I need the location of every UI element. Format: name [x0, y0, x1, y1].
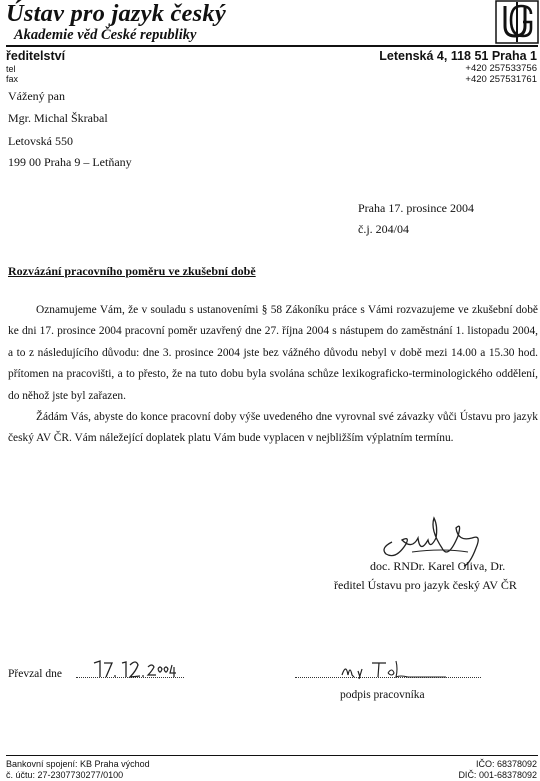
academy-name: Akademie věd České republiky [14, 27, 197, 43]
letter-body [8, 300, 538, 450]
institution-address: Letenská 4, 118 51 Praha 1 [379, 49, 537, 63]
subject-line: Rozvázání pracovního poměru ve zkušební době [8, 264, 256, 278]
fax-label: fax [6, 74, 19, 84]
employee-signature [338, 655, 448, 681]
footer-divider [6, 755, 538, 756]
recipient-salutation: Vážený pan [8, 89, 65, 103]
bank-info: Bankovní spojení: KB Praha východ [6, 759, 150, 769]
received-label: Převzal dne [8, 668, 62, 680]
signer-name: doc. RNDr. Karel Oliva, Dr. [370, 559, 506, 573]
recipient-street: Letovská 550 [8, 134, 73, 148]
letter-date: Praha 17. prosince 2004 [358, 201, 474, 215]
dic-number: DIČ: 001-68378092 [458, 770, 537, 780]
reference-number: č.j. 204/04 [358, 222, 409, 236]
handwritten-received-date [90, 655, 180, 681]
body-paragraph: Žádám Vás, abyste do konce pracovní doby výše uvedeného dne vyrovnal své závazky vůči Ústavu pro jazyk český AV ČR. Vám náležející doplatek platu Vám bude vyplacen v nejbližším výplatním termínu. [8, 411, 538, 445]
tel-label: tel [6, 64, 16, 74]
account-number: č. účtu: 27-2307730277/0100 [6, 770, 124, 780]
recipient-name: Mgr. Michal Škrabal [8, 111, 108, 125]
recipient-city: 199 00 Praha 9 – Letňany [8, 155, 132, 169]
institute-logo-icon [495, 0, 539, 44]
ico-number: IČO: 68378092 [475, 759, 537, 769]
employee-signature-caption: podpis pracovníka [340, 689, 425, 701]
fax-number: +420 257531761 [465, 74, 537, 85]
institution-name: Ústav pro jazyk český [6, 0, 226, 27]
body-paragraph: Oznamujeme Vám, že v souladu s ustanoveními § 58 Zákoníku práce s Vámi rozvazujeme ve zkušební době ke dni 17. prosince 2004 pracovní poměr uzavřený dne 27. října 2004 s nástupem do zaměstnání 1. listopadu 2004, a to z následujícího důvodu: dne 3. prosince 2004 jste bez vážného důvodu nebyl v době mezi 14.00 a 15.30 hod. přítomen na pracovišti, a to přesto, že na tuto dobu byla svolána schůze lexikograficko-terminologického oddělení, do něhož jste byl zařazen. [8, 304, 538, 402]
header-divider [6, 45, 538, 47]
signer-role: ředitel Ústavu pro jazyk český AV ČR [334, 578, 517, 592]
tel-number: +420 257533756 [465, 63, 537, 74]
department: ředitelství [6, 49, 66, 63]
